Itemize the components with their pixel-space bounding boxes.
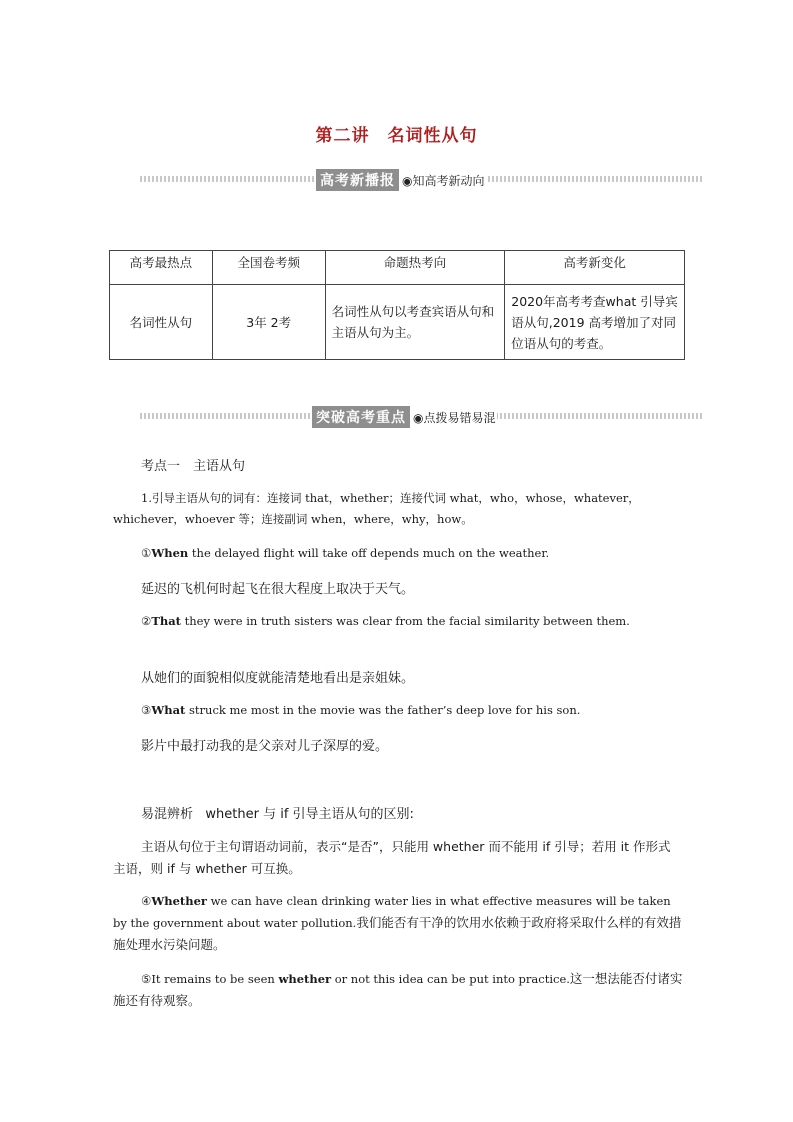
page-title: 第二讲 名词性从句 bbox=[315, 126, 478, 146]
note-heading bbox=[141, 803, 414, 822]
table-cell: 名词性从句以考查宾语从句和主语从句为主。 bbox=[325, 285, 505, 360]
example-5 bbox=[113, 968, 683, 1012]
example-2-translation: 从她们的面貌相似度就能清楚地看出是亲姐妹。 bbox=[141, 671, 415, 686]
table-cell: 3年 2考 bbox=[212, 285, 325, 360]
table-header: 高考最热点 bbox=[110, 251, 213, 285]
note-text: whether 与 if 引导主语从句的区别: bbox=[205, 807, 414, 822]
banner-subtitle: ◉点拨易错易混 bbox=[413, 410, 496, 425]
section-heading: 考点一 主语从句 bbox=[141, 459, 246, 474]
example-text: we can have clean drinking water lies in what effective measures will be taken by the government about water pollution. bbox=[113, 894, 671, 930]
example-keyword: Whether bbox=[151, 894, 207, 908]
note-body bbox=[113, 836, 683, 880]
example-keyword: When bbox=[151, 546, 189, 560]
example-translation: 这一想法能否付诸实施还有待观察。 bbox=[113, 971, 683, 1008]
banner-badge: 高考新播报 bbox=[316, 169, 399, 191]
table-row bbox=[110, 285, 685, 360]
example-keyword: whether bbox=[278, 972, 332, 986]
example-text: they were in truth sisters was clear from the facial similarity between them. bbox=[181, 614, 630, 628]
banner-label bbox=[314, 170, 486, 190]
section-banner-focus bbox=[140, 407, 702, 427]
rule-paragraph: 1.引导主语从句的词有：连接词 that，whether；连接代词 what，who，whose，whatever，whichever，whoever 等；连接副词 when，where，why，how。 bbox=[113, 491, 640, 526]
table-header-row bbox=[110, 251, 685, 285]
example-number: ① bbox=[141, 546, 152, 560]
example-text: It remains to be seen bbox=[151, 972, 279, 986]
example-1-translation: 延迟的飞机何时起飞在很大程度上取决于天气。 bbox=[141, 582, 415, 597]
example-4 bbox=[113, 891, 683, 956]
example-translation: 我们能否有干净的饮用水依赖于政府将采取什么样的有效措施处理水污染问题。 bbox=[113, 915, 682, 952]
example-number: ③ bbox=[141, 703, 152, 717]
note-body-text: 主语从句位于主句谓语动词前，表示“是否”，只能用 whether 而不能用 if 引导；若用 it 作形式主语，则 if 与 whether 可互换。 bbox=[113, 839, 671, 876]
table-cell: 名词性从句 bbox=[110, 285, 213, 360]
example-number: ⑤ bbox=[141, 972, 152, 986]
banner-label bbox=[310, 407, 497, 427]
banner-badge: 突破高考重点 bbox=[312, 406, 410, 428]
example-1 bbox=[113, 543, 683, 564]
example-text: the delayed flight will take off depends much on the weather. bbox=[188, 546, 550, 560]
exam-info-table bbox=[109, 250, 685, 360]
example-2 bbox=[113, 611, 683, 632]
table-cell: 2020年高考考查what 引导宾语从句,2019 高考增加了对同位语从句的考查。 bbox=[505, 285, 685, 360]
example-text: struck me most in the movie was the father’s deep love for his son. bbox=[185, 703, 581, 717]
example-number: ② bbox=[141, 614, 152, 628]
banner-subtitle: ◉知高考新动向 bbox=[402, 173, 485, 188]
example-keyword: What bbox=[151, 703, 186, 717]
example-3-translation: 影片中最打动我的是父亲对儿子深厚的爱。 bbox=[141, 739, 389, 754]
table-header: 命题热考向 bbox=[325, 251, 505, 285]
example-keyword: That bbox=[151, 614, 181, 628]
example-number: ④ bbox=[141, 894, 152, 908]
note-label: 易混辨析 bbox=[141, 807, 194, 822]
table-header: 全国卷考频 bbox=[212, 251, 325, 285]
example-3 bbox=[113, 700, 683, 721]
table-header: 高考新变化 bbox=[505, 251, 685, 285]
example-text: or not this idea can be put into practice. bbox=[331, 972, 570, 986]
section-banner-news bbox=[140, 170, 702, 190]
